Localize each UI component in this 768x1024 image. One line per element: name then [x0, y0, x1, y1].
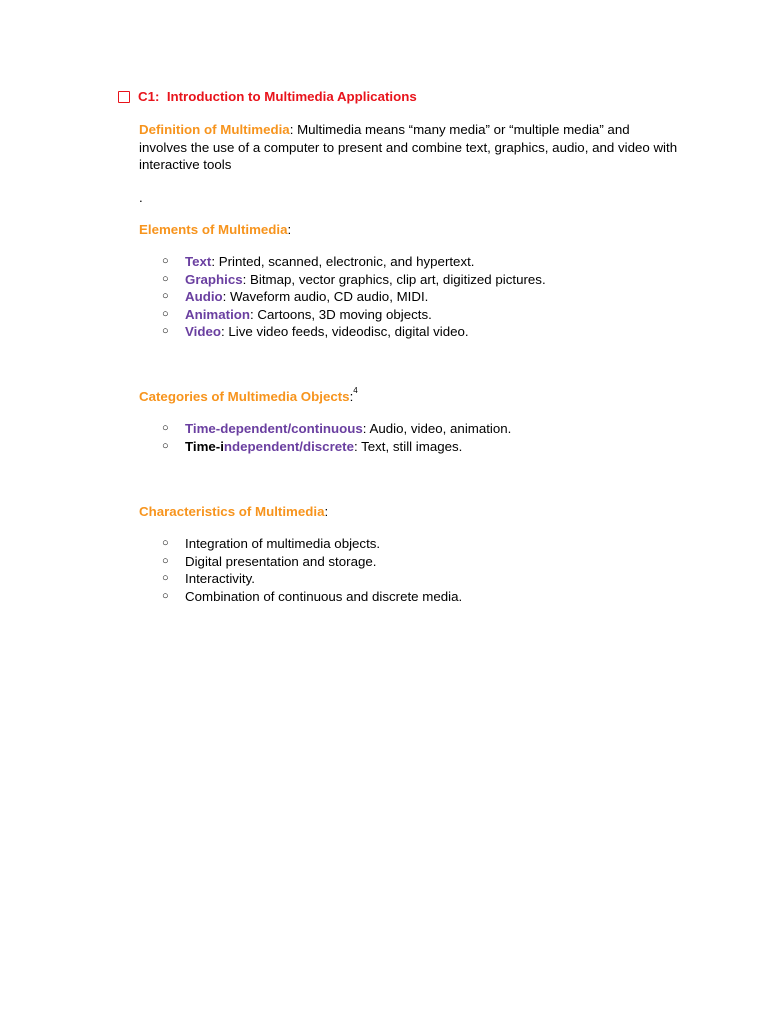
list-item [162, 323, 682, 341]
element-desc: : Waveform audio, CD audio, MIDI. [222, 289, 429, 305]
characteristic-text: Integration of multimedia objects. [185, 536, 381, 551]
list-item [162, 588, 682, 606]
section-heading: C1: Introduction to Multimedia Applications [138, 89, 417, 104]
definition-paragraph [139, 121, 679, 174]
characteristics-heading [139, 503, 679, 521]
element-desc: : Cartoons, 3D moving objects. [250, 306, 432, 322]
list-item [162, 253, 682, 271]
characteristics-colon: : [324, 504, 329, 519]
definition-body: : Multimedia means “many media” or “multiple media” and involves the use of a computer to present and combine text, graphics, audio, and video with interactive tools [139, 122, 678, 173]
section-heading-row [118, 89, 417, 104]
list-item [162, 535, 682, 553]
element-term: Video [185, 324, 221, 340]
checkbox-icon[interactable] [118, 91, 130, 103]
footnote-marker[interactable]: 4 [353, 386, 358, 395]
elements-colon: : [287, 222, 292, 237]
list-item [162, 570, 682, 588]
circle-bullet-icon: ○ [162, 537, 169, 549]
list-item [162, 306, 682, 324]
element-desc: : Live video feeds, videodisc, digital video. [220, 324, 469, 340]
characteristic-text: Interactivity. [185, 571, 255, 587]
list-item [162, 420, 682, 438]
element-term: Audio [185, 289, 223, 305]
categories-list [162, 420, 682, 455]
categories-heading [139, 388, 679, 406]
element-desc: : Printed, scanned, electronic, and hypertext. [211, 254, 475, 269]
characteristic-text: Digital presentation and storage. [185, 553, 377, 569]
circle-bullet-icon: ○ [162, 255, 169, 267]
dot-line: . [139, 190, 143, 205]
elements-list [162, 253, 682, 341]
characteristic-text: Combination of continuous and discrete media. [185, 588, 463, 604]
list-item [162, 288, 682, 306]
circle-bullet-icon: ○ [162, 290, 169, 303]
element-term: Animation [185, 306, 251, 322]
circle-bullet-icon: ○ [162, 307, 169, 320]
elements-heading [139, 221, 679, 239]
list-item [162, 271, 682, 289]
circle-bullet-icon: ○ [162, 272, 169, 285]
circle-bullet-icon: ○ [162, 422, 169, 434]
circle-bullet-icon: ○ [162, 572, 169, 585]
category-desc: : Text, still images. [353, 438, 463, 454]
definition-label: Definition of Multimedia [139, 122, 290, 137]
element-term: Text [185, 254, 212, 269]
element-term: Graphics [185, 271, 243, 287]
element-desc: : Bitmap, vector graphics, clip art, digitized pictures. [242, 271, 546, 287]
category-desc: : Audio, video, animation. [362, 421, 512, 436]
list-item [162, 438, 682, 456]
circle-bullet-icon: ○ [162, 439, 169, 452]
circle-bullet-icon: ○ [162, 589, 169, 602]
characteristics-title: Characteristics of Multimedia [139, 504, 325, 519]
characteristics-list [162, 535, 682, 605]
categories-title: Categories of Multimedia Objects [139, 389, 350, 404]
circle-bullet-icon: ○ [162, 554, 169, 567]
category-term: Time-dependent/continuous [185, 421, 363, 436]
category-term: ndependent/discrete [223, 438, 354, 454]
categories-colon: : [349, 389, 354, 404]
category-term-prefix: Time-i [185, 438, 224, 454]
elements-title: Elements of Multimedia [139, 222, 288, 237]
list-item [162, 553, 682, 571]
circle-bullet-icon: ○ [162, 325, 169, 338]
